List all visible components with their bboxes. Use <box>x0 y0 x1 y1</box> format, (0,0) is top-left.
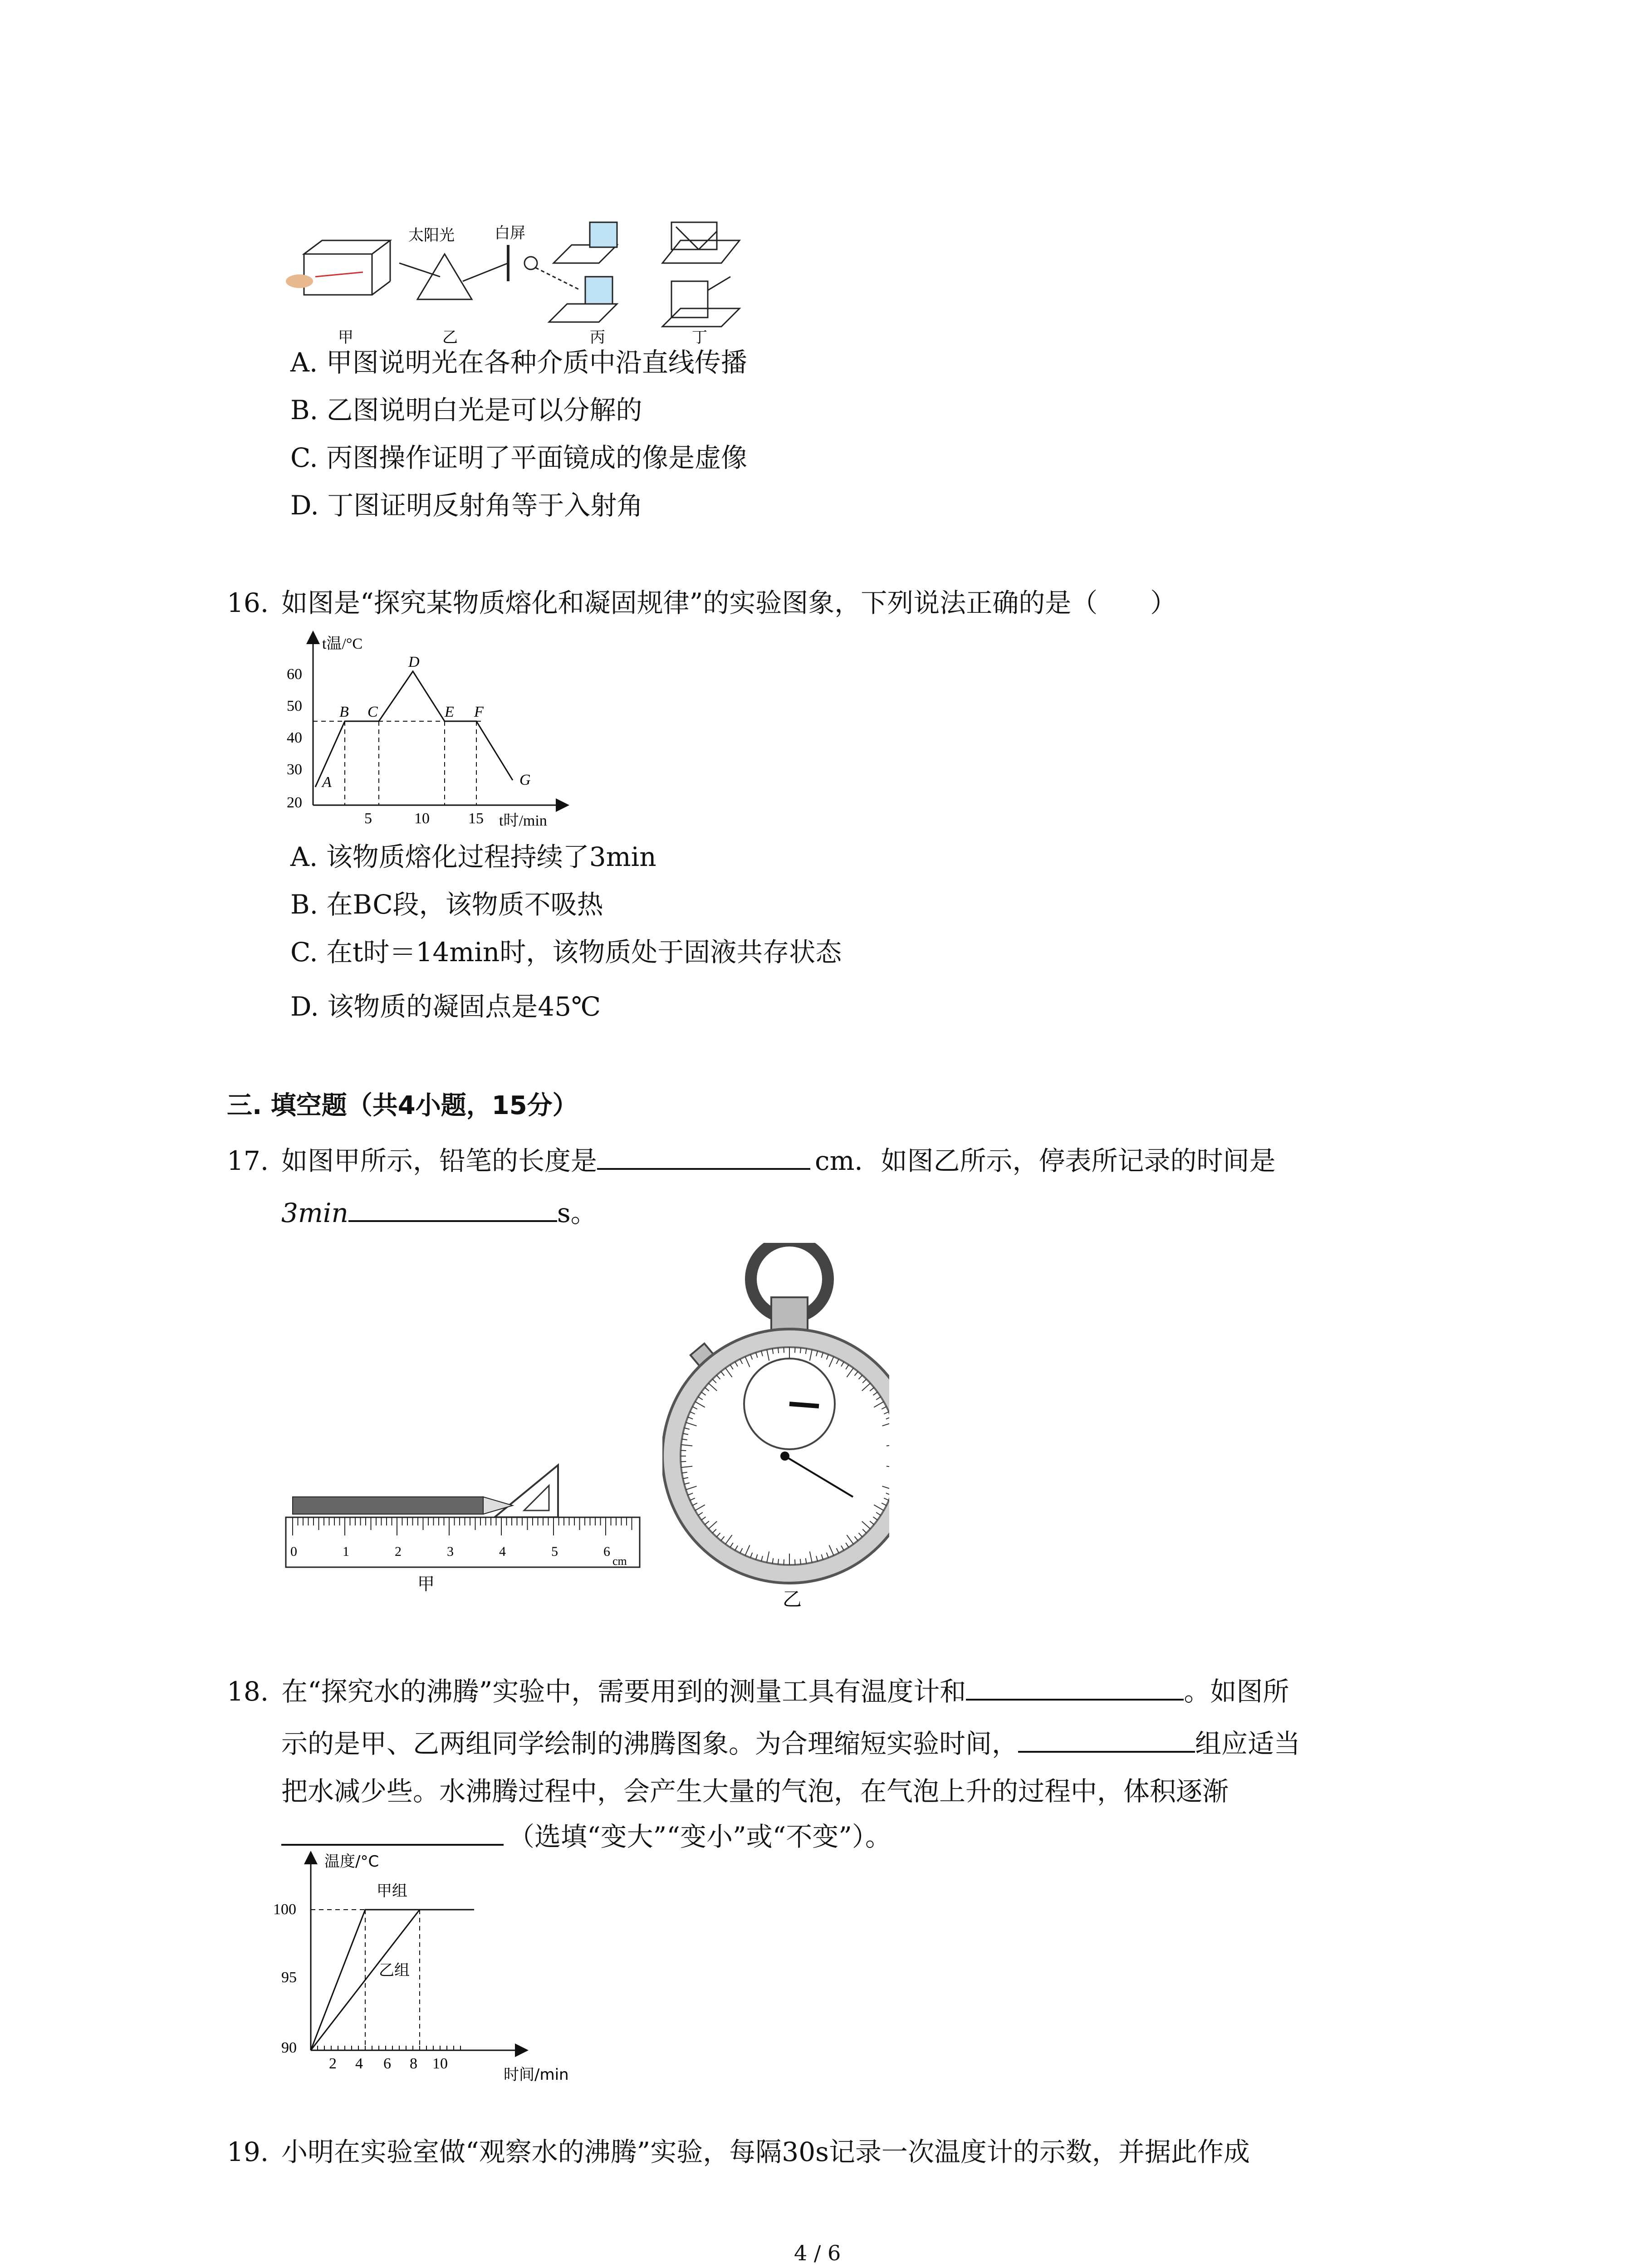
stopwatch-tick-mark <box>778 1559 779 1564</box>
q15-label-jia: 甲 <box>338 328 353 347</box>
q17-ruler-tick-6: 6 <box>603 1544 610 1559</box>
q16-option-b: B. 在BC段，该物质不吸热 <box>290 889 603 920</box>
q18-text-e: （选填“变大”“变小”或“不变”）。 <box>508 1821 892 1852</box>
q17-ruler <box>286 1517 640 1567</box>
q16-ytick-60: 60 <box>287 666 302 683</box>
q16-ytick-40: 40 <box>287 729 302 746</box>
q17-blank-time[interactable] <box>348 1220 557 1222</box>
q16-ytick-30: 30 <box>287 761 302 778</box>
q17-pencil <box>293 1497 483 1514</box>
q17-ruler-unit: cm <box>612 1554 627 1568</box>
q15-label-screen: 白屏 <box>495 224 525 242</box>
q18-xtick-8: 8 <box>410 2055 417 2072</box>
q18-blank-tool[interactable] <box>966 1699 1184 1701</box>
q17-ruler-tick-4: 4 <box>499 1544 506 1559</box>
q18-text-c: 示的是甲、乙两组同学绘制的沸腾图象。为合理缩短实验时间， <box>281 1728 1019 1759</box>
q17-number: 17. <box>227 1145 269 1176</box>
q18-line2 <box>281 1730 1300 1757</box>
q15-label-sunlight: 太阳光 <box>408 226 455 244</box>
section-title: 三. 填空题（共4小题，15分） <box>227 1091 578 1120</box>
q16-xtick-10: 10 <box>414 810 430 827</box>
q18-xtick-4: 4 <box>355 2055 363 2072</box>
q18-line-jia <box>311 1910 474 2050</box>
q17-text-a: 如图甲所示，铅笔的长度是 <box>281 1145 598 1176</box>
q17-pencil-tip <box>483 1497 513 1514</box>
stopwatch-tick-mark <box>778 1348 779 1353</box>
q17-stopwatch-hub <box>780 1452 789 1461</box>
q16-ytick-50: 50 <box>287 698 302 714</box>
q16-ytick-20: 20 <box>287 794 302 811</box>
q18-xtick-10: 10 <box>432 2055 448 2072</box>
q17-text-b: cm．如图乙所示，停表所记录的时间是 <box>815 1145 1276 1176</box>
q17-line2 <box>281 1200 597 1226</box>
q15-fig-hand <box>286 274 313 288</box>
q16-option-d: D. 该物质的凝固点是45℃ <box>290 991 601 1022</box>
q16-point-g: G <box>519 772 531 788</box>
q18-line-yi <box>311 1910 420 2050</box>
q17-stopwatch-label: 乙 <box>783 1588 802 1610</box>
q17-ruler-tick-0: 0 <box>290 1544 297 1559</box>
q16-xtick-5: 5 <box>364 810 372 827</box>
q18-text-b: 。如图所 <box>1184 1676 1289 1707</box>
q15-label-bing: 丙 <box>590 328 605 347</box>
q16-point-a: A <box>322 774 332 791</box>
q16-curve <box>315 671 513 787</box>
q18-series-jia: 甲组 <box>377 1882 407 1900</box>
q15-label-yi: 乙 <box>442 328 458 347</box>
q15-fig-bing <box>535 222 617 322</box>
q16-y-label: t温/°C <box>322 635 363 652</box>
q16-point-b: B <box>339 704 349 720</box>
q16-point-f: F <box>474 704 484 720</box>
page-number: 4 / 6 <box>794 2241 841 2265</box>
q15-option-c: C. 丙图操作证明了平面镜成的像是虚像 <box>290 442 748 473</box>
stopwatch-tick-mark <box>681 1450 686 1451</box>
q18-xtick-6: 6 <box>383 2055 391 2072</box>
q16-point-c: C <box>367 704 378 720</box>
q18-ytick-95: 95 <box>281 1969 297 1986</box>
q18-boiling-graph <box>268 1851 603 2082</box>
q17-stopwatch-minute-hand <box>789 1404 819 1406</box>
q17-ruler-label: 甲 <box>417 1575 435 1594</box>
q17-text-c: 3min <box>281 1198 348 1228</box>
q15-fig-yi-prism <box>399 245 508 299</box>
q17-ruler-tick-3: 3 <box>447 1544 454 1559</box>
q17-blank-length[interactable] <box>597 1168 810 1170</box>
q19-line1: 小明在实验室做“观察水的沸腾”实验，每隔30s记录一次温度计的示数，并据此作成 <box>281 2136 1250 2167</box>
q16-melting-graph <box>281 628 572 832</box>
q15-option-d: D. 丁图证明反射角等于入射角 <box>290 490 643 521</box>
q15-option-b: B. 乙图说明白光是可以分解的 <box>290 395 642 425</box>
q17-text-d: s。 <box>557 1198 597 1228</box>
q16-stem: 如图是“探究某物质熔化和凝固规律”的实验图象，下列说法正确的是（ ） <box>281 587 1177 618</box>
q18-line4 <box>281 1823 892 1850</box>
q18-ytick-90: 90 <box>281 2039 297 2056</box>
q18-y-label: 温度/°C <box>324 1853 379 1871</box>
q18-text-d: 组应适当 <box>1195 1728 1301 1759</box>
q16-option-c: C. 在t时＝14min时，该物质处于固液共存状态 <box>290 937 842 968</box>
q17-line1 <box>281 1145 1276 1176</box>
q18-x-label: 时间/min <box>504 2066 569 2082</box>
q17-ruler-tick-5: 5 <box>551 1544 558 1559</box>
q15-label-ding: 丁 <box>692 328 707 347</box>
q18-blank-group[interactable] <box>1018 1751 1195 1753</box>
q18-xtick-2: 2 <box>329 2055 337 2072</box>
q17-stopwatch-figure <box>662 1243 889 1615</box>
q15-fig-ding <box>662 222 740 327</box>
stopwatch-tick-mark <box>681 1461 686 1462</box>
q18-series-yi: 乙组 <box>379 1961 410 1980</box>
q15-eye-icon <box>524 257 537 269</box>
q16-point-d: D <box>408 654 420 670</box>
q18-line3: 把水减少些。水沸腾过程中，会产生大量的气泡，在气泡上升的过程中，体积逐渐 <box>281 1776 1229 1807</box>
q16-point-e: E <box>445 704 454 720</box>
stopwatch-tick-mark <box>800 1348 801 1353</box>
q18-ytick-100: 100 <box>273 1901 296 1918</box>
q18-number: 18. <box>227 1676 269 1707</box>
q19-number: 19. <box>227 2136 269 2167</box>
q17-ruler-figure <box>281 1452 653 1601</box>
q16-option-a: A. 该物质熔化过程持续了3min <box>290 841 656 872</box>
q17-ruler-tick-1: 1 <box>343 1544 349 1559</box>
q16-xtick-15: 15 <box>468 810 484 827</box>
q15-figure <box>272 213 771 349</box>
q18-text-a: 在“探究水的沸腾”实验中，需要用到的测量工具有温度计和 <box>281 1676 966 1707</box>
q16-x-label: t时/min <box>499 812 547 829</box>
q15-fig-jia-tank <box>304 240 390 295</box>
q16-number: 16. <box>227 587 269 618</box>
q18-blank-volume[interactable] <box>281 1844 504 1846</box>
q15-option-a: A. 甲图说明光在各种介质中沿直线传播 <box>290 347 747 378</box>
q18-line1 <box>281 1678 1289 1705</box>
stopwatch-tick-mark <box>800 1559 801 1564</box>
q17-ruler-tick-2: 2 <box>395 1544 402 1559</box>
